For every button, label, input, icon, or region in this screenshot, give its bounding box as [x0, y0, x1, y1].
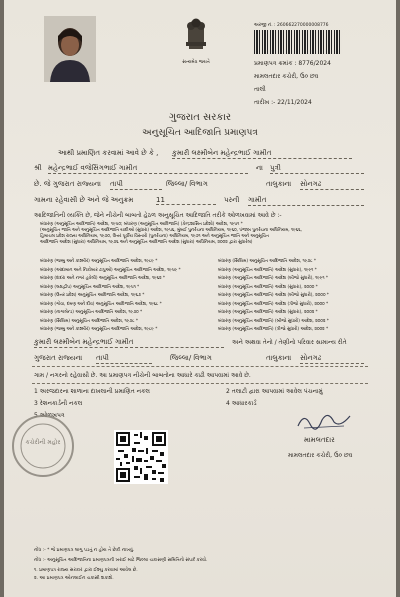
list-item: બંધારણ (જમ્મુ અને કાશ્મીર) અનુસૂચિત આદિજાતિ આદેશ, ૧૯૮૯ *	[40, 259, 158, 264]
government-title: ગુજરાત સરકાર	[168, 112, 232, 123]
certificate-page	[4, 0, 396, 597]
father-prefix: શ્રી	[34, 164, 42, 172]
resident-name: કુમારી લક્ષ્મીબેન મહેન્દ્રભાઈ ગામીત	[34, 338, 224, 348]
legal-line: આદિજાતિ આદેશ (સુધારા) અધિનિયમ, ૧૯૭૬ અને અનુસૂચિત આદિજાતિ આદેશ (સુધારા) અધિનિયમ, ૨૦૦૨ દ્વારા સુધારેલ)	[40, 240, 253, 245]
national-emblem-icon	[178, 14, 214, 60]
list-item: બંધારણ (અનુસૂચિત આદિજાતિ) (બીજો સુધારો) આદેશ, ૨૦૦૨ *	[218, 318, 329, 324]
list-item: બંધારણ (આંદામાન અને નિકોબાર ટાપુઓ) અનુસૂચિત આદિજાતિ આદેશ, ૧૯૫૯ *	[40, 267, 181, 273]
signer-title: મામલતદાર	[304, 436, 335, 444]
taluka-label-2: તાલુકાના	[266, 180, 292, 188]
list-item: બંધારણ (દાદરા અને નગર હવેલી) અનુસૂચિત આદિજાતિ આદેશ, ૧૯૬૨ *	[40, 276, 166, 281]
district-label: જિલ્લા/ વિભાગ	[166, 180, 208, 188]
residence-state-prefix: ગુજરાત રાજ્યના	[34, 354, 83, 362]
legal-line: (અનુસૂચિત જાતિ અને અનુસૂચિત આદિજાતિ યાદીઓ (સુધારા) આદેશ, ૧૯૫૬, મુંબઈ પુનર્રચના અધિનિયમ, ૧૯૬૦, પંજાબ પુનર્રચના અધિનિયમ, ૧૯૬૬,	[40, 228, 302, 233]
applicant-name: કુમારી લક્ષ્મીબેન મહેન્દ્રભાઈ ગામીત	[172, 149, 352, 159]
legal-line: હિમાચલ પ્રદેશ રાજ્ય અધિનિયમ, ૧૯૭૦, ઉત્તર પૂર્વીય વિસ્તારો (પુનર્રચના) અધિનિયમ, ૧૯૭૧ અને અનુસૂચિત જાતિ અને અનુસૂચિત	[40, 234, 269, 239]
list-item: બંધારણ (જમ્મુ અને કાશ્મીર) અનુસૂચિત આદિજાતિ આદેશ, ૧૯૮૯ *	[40, 327, 158, 332]
order-statement: આદિજાતિની વ્યક્તિ છે, જેને નીચેની બાબતો હેઠળ અનુસૂચિત આદિજાતિ તરીકે ઓળખવામાં આવે છે :-	[34, 212, 282, 219]
taluka-name: સોનગઢ	[300, 180, 364, 190]
state-prefix: છે. જે ગુજરાત રાજ્યના	[34, 180, 101, 188]
certify-prefix: આથી પ્રમાણિત કરવામાં આવે છે કે ,	[58, 149, 159, 157]
signature	[294, 408, 354, 432]
list-item: બંધારણ (અનુસૂચિત આદિજાતિ) (ત્રીજો સુધારો) આદેશ, ૨૦૦૨ *	[218, 327, 329, 332]
qr-code	[114, 430, 168, 484]
certificate-number: પ્રમાણપત્ર ક્રમાંક : 8776/2024	[254, 60, 331, 67]
father-name: મહેન્દ્રભાઈ વજેસિંગભાઈ ગામીત	[48, 164, 248, 174]
doc-item: 5 ઓળખપત્ર	[34, 412, 65, 419]
order-list-left	[40, 258, 215, 335]
district-name: તાપી	[110, 180, 162, 190]
list-item: બંધારણ (નાગાલેન્ડ) અનુસૂચિત આદિજાતિ આદેશ, ૧૯૭૦ *	[40, 310, 143, 315]
resident-suffix: અને અથવા તેનો / તેણીનો પરિવાર સામાન્ય રીતે	[232, 339, 347, 346]
list-item: બંધારણ (અનુસૂચિત આદિજાતિ) આદેશ (બીજો સુધારો), ૨૦૦૦ *	[218, 293, 329, 298]
list-item: બંધારણ (ગોવા, દમણ અને દીવ) અનુસૂચિત આદિજાતિ આદેશ, ૧૯૬૮ *	[40, 301, 162, 307]
serial-number: 11	[156, 196, 216, 205]
doc-item: 3 રેશનકાર્ડની નકલ	[34, 400, 83, 407]
village-basis-line: ગામ / નગરનો રહેવાસી છે. આ પ્રમાણપત્ર નીચેની બાબતોના આધારે કાઢી આપવામાં આવે છે.	[34, 372, 251, 379]
legal-references	[40, 222, 370, 246]
office-seal	[12, 415, 74, 477]
footer-note: નોંધ :- * જે પ્રમાણપત્ર લાગુ પડતું ન હોય તે છેકી નાખવું.	[34, 548, 135, 553]
caste-label: પરની	[224, 196, 240, 204]
application-number: અરજી નં. : 260662270000008776	[254, 23, 329, 28]
residence-district-label: જિલ્લા/ વિભાગ	[170, 354, 212, 362]
taluka-label: તાલી	[254, 86, 266, 93]
list-item: બંધારણ (અનુસૂચિત આદિજાતિ) આદેશ (સુધારા), ૧૯૯૧ *	[218, 267, 317, 273]
relation: પુત્રી	[270, 164, 364, 174]
doc-item: 4 આધારકાર્ડ	[226, 400, 257, 407]
legal-line: બંધારણ (અનુસૂચિત આદિજાતિ) આદેશ, ૧૯૫૦; બંધારણ (અનુસૂચિત આદિજાતિ) (કેન્દ્રશાસિત પ્રદેશો) આદેશ, ૧૯૫૧ *	[40, 222, 243, 227]
list-item: બંધારણ (સિક્કિમ) અનુસૂચિત આદિજાતિ આદેશ, ૧૯૭૮ *	[40, 318, 138, 324]
caste: ગામીત	[248, 196, 364, 206]
list-item: બંધારણ (ઉત્તર પ્રદેશ) અનુસૂચિત આદિજાતિ આદેશ, ૧૯૬૭ *	[40, 293, 145, 298]
list-item: બંધારણ (અનુસૂચિત આદિજાતિ) આદેશ (ત્રીજો સુધારો), ૨૦૦૦ *	[218, 301, 329, 307]
list-item: બંધારણ (લક્ષદ્વીપ) અનુસૂચિત આદિજાતિ આદેશ, ૧૯૫૧ *	[40, 284, 140, 290]
barcode	[254, 30, 342, 54]
village-prefix: ગામના રહેવાસી છે અને જે અનુક્રમ	[34, 196, 134, 204]
certificate-title: અનુસૂચિત આદિજાતિ પ્રમાણપત્ર	[142, 128, 258, 138]
signer-office: મામલતદાર કચેરી, ઉ૦ છવ	[288, 452, 353, 459]
footer-note: નોંધ :- અનુસૂચિત આદિજાતિના પ્રમાણપત્રની ખરાઈ માટે જિલ્લા ચકાસણી સમિતિનો સંપર્ક કરવો.	[34, 558, 208, 563]
list-item: બંધારણ (અનુસૂચિત આદિજાતિ) આદેશ (સુધારા), ૨૦૦૨ *	[218, 310, 318, 315]
doc-item: 2 તલાટી દ્વારા આપવામાં આવેલ પંચનામું	[226, 388, 323, 395]
residence-taluka: સોનગઢ	[300, 354, 364, 364]
issuing-office: મામલતદાર કચેરી, ઉ૦ છવ	[254, 73, 319, 80]
list-item: બંધારણ (અનુસૂચિત આદિજાતિ) આદેશ (બીજો સુધારો), ૧૯૯૧ *	[218, 276, 328, 281]
list-item: બંધારણ (સિક્કિમ) અનુસૂચિત આદિજાતિ આદેશ, ૧૯૭૮ *	[218, 259, 316, 264]
relation-label: ના	[256, 164, 263, 172]
issue-date: તારીખ :- 22/11/2024	[254, 99, 312, 106]
emblem-motto: સત્યમેવ જયતે	[182, 60, 210, 65]
footer-note: ૨. આ પ્રમાણપત્ર ઓનલાઈન ચકાસી શકાશે.	[34, 576, 114, 581]
footer-note: ૧. પ્રમાણપત્ર રાજ્ય સરકાર દ્વારા ઈશ્યુ કરવામાં આવેલ છે.	[34, 568, 138, 573]
list-item: બંધારણ (અનુસૂચિત આદિજાતિ) આદેશ (સુધારા), ૨૦૦૦ *	[218, 284, 318, 290]
seal-text: કચેરીની મહોર	[25, 439, 61, 446]
applicant-photo	[44, 16, 96, 82]
doc-item: 1 અરજદારના શાળાના દાખલાની પ્રમાણિત નકલ	[34, 388, 150, 395]
residence-district: તાપી	[96, 354, 152, 364]
residence-taluka-label: તાલુકાના	[266, 354, 292, 362]
order-list-right	[218, 258, 378, 335]
